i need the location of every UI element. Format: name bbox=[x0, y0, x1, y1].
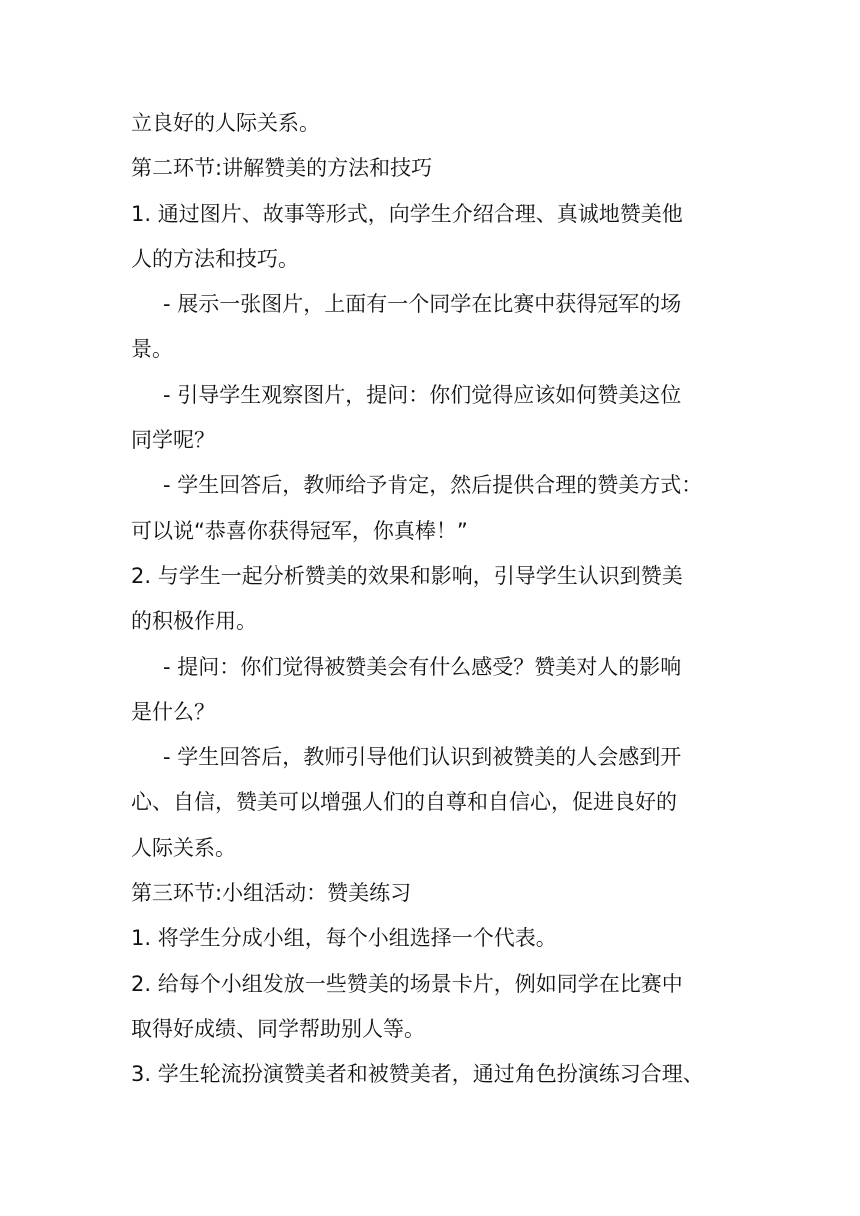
list-item-1: 1. 将学生分成小组，每个小组选择一个代表。 bbox=[131, 926, 557, 951]
sub-item-line: - 学生回答后，教师引导他们认识到被赞美的人会感到开 bbox=[163, 745, 682, 770]
body-text-line: 可以说“恭喜你获得冠军，你真棒！” bbox=[131, 518, 468, 543]
section-heading-2: 第二环节:讲解赞美的方法和技巧 bbox=[131, 156, 433, 181]
list-item-2: 2. 给每个小组发放一些赞美的场景卡片，例如同学在比赛中 bbox=[131, 971, 683, 996]
sub-item-line: - 提问：你们觉得被赞美会有什么感受？赞美对人的影响 bbox=[163, 654, 682, 679]
document-body bbox=[131, 101, 741, 1098]
body-text-line: 人的方法和技巧。 bbox=[131, 246, 299, 271]
sub-item-line: - 引导学生观察图片，提问：你们觉得应该如何赞美这位 bbox=[163, 382, 682, 407]
body-text-line: 立良好的人际关系。 bbox=[131, 111, 320, 135]
body-text-line: 是什么？ bbox=[131, 699, 215, 724]
body-text-line: 取得好成绩、同学帮助别人等。 bbox=[131, 1016, 425, 1041]
sub-item-line: - 展示一张图片，上面有一个同学在比赛中获得冠军的场 bbox=[163, 292, 682, 317]
body-text-line: 心、自信，赞美可以增强人们的自尊和自信心，促进良好的 bbox=[131, 790, 677, 815]
body-text-line: 人际关系。 bbox=[131, 835, 236, 860]
list-item-2: 2. 与学生一起分析赞美的效果和影响，引导学生认识到赞美 bbox=[131, 563, 683, 588]
body-text-line: 的积极作用。 bbox=[131, 609, 257, 634]
section-heading-3: 第三环节:小组活动：赞美练习 bbox=[131, 881, 412, 906]
sub-item-line: - 学生回答后，教师给予肯定，然后提供合理的赞美方式： bbox=[163, 473, 703, 498]
list-item-1: 1. 通过图片、故事等形式，向学生介绍合理、真诚地赞美他 bbox=[131, 201, 683, 226]
list-item-3: 3. 学生轮流扮演赞美者和被赞美者，通过角色扮演练习合理、 bbox=[131, 1062, 704, 1087]
body-text-line: 同学呢？ bbox=[131, 428, 215, 453]
body-text-line: 景。 bbox=[131, 337, 173, 362]
